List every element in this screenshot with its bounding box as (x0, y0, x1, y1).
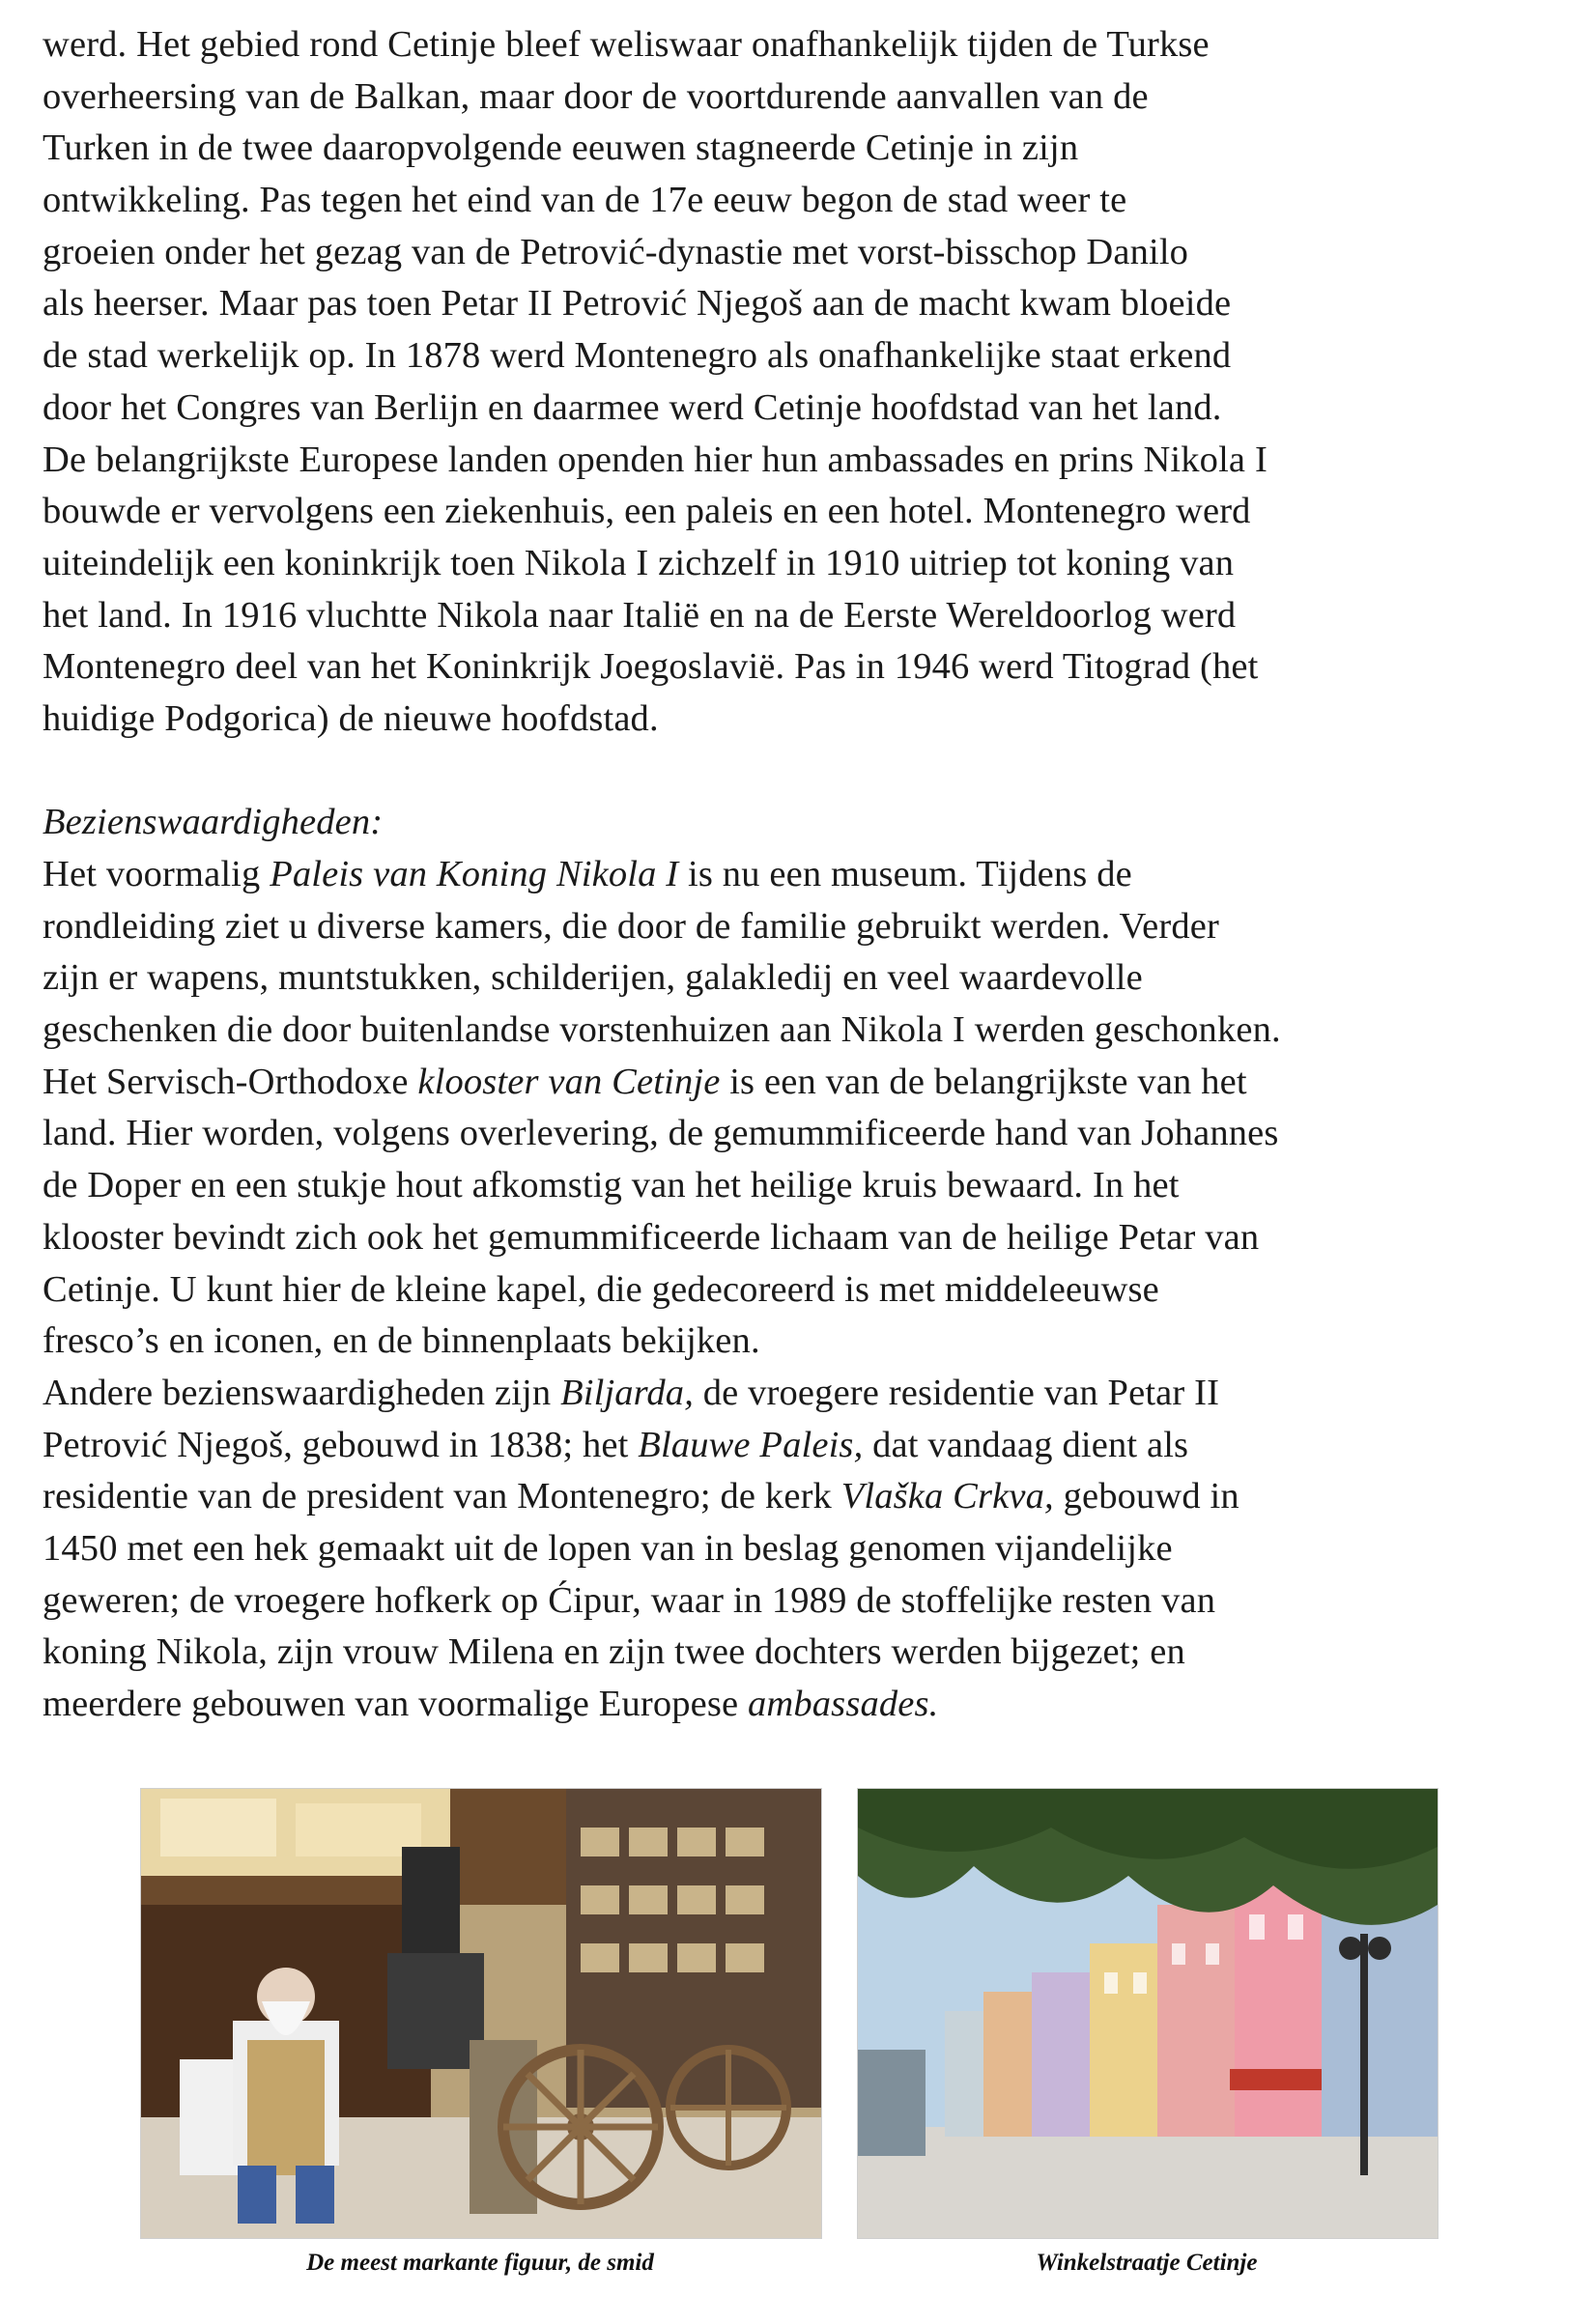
blacksmith-photo (140, 1788, 822, 2239)
text-line: werd. Het gebied rond Cetinje bleef weliswaar onafhankelijk tijden de Turkse (43, 24, 1210, 65)
text-line: geschenken die door buitenlandse vorstenhuizen aan Nikola I werden geschonken. (43, 1009, 1281, 1051)
text-line: De belangrijkste Europese landen openden hier hun ambassades en prins Nikola I (43, 439, 1267, 480)
text-line: door het Congres van Berlijn en daarmee werd Cetinje hoofdstad van het land. (43, 386, 1222, 428)
text-line: meerdere gebouwen van voormalige Europese ambassades. (43, 1684, 939, 1724)
text-line: Petrović Njegoš, gebouwd in 1838; het Blauwe Paleis, dat vandaag dient als (43, 1424, 1189, 1465)
body-text (43, 19, 1521, 1731)
text-line: geweren; de vroegere hofkerk op Ćipur, waar in 1989 de stoffelijke resten van (43, 1579, 1216, 1621)
italic-term: Blauwe Paleis, (638, 1424, 864, 1465)
text-line: het land. In 1916 vluchtte Nikola naar Italië en na de Eerste Wereldoorlog werd (43, 594, 1237, 636)
text-line: land. Hier worden, volgens overlevering, de gemummificeerde hand van Johannes (43, 1113, 1279, 1154)
text-line: Het Servisch-Orthodoxe klooster van Cetinje is een van de belangrijkste van het (43, 1061, 1247, 1102)
italic-term: Biljarda, (560, 1372, 694, 1413)
text-line: rondleiding ziet u diverse kamers, die door de familie gebruikt werden. Verder (43, 905, 1219, 947)
text-line: uiteindelijk een koninkrijk toen Nikola I zichzelf in 1910 uitriep tot koning van (43, 542, 1235, 583)
section-heading: Bezienswaardigheden: (43, 802, 384, 843)
text-line: koning Nikola, zijn vrouw Milena en zijn twee dochters werden bijgezet; en (43, 1631, 1185, 1673)
text-line: bouwde er vervolgens een ziekenhuis, een paleis en een hotel. Montenegro werd (43, 491, 1251, 532)
text-line: Montenegro deel van het Koninkrijk Joegoslavië. Pas in 1946 werd Titograd (het (43, 646, 1259, 688)
text-line: overheersing van de Balkan, maar door de voortdurende aanvallen van de (43, 75, 1149, 117)
italic-term: klooster van Cetinje (417, 1061, 721, 1102)
text-line: ontwikkeling. Pas tegen het eind van de 17e eeuw begon de stad weer te (43, 180, 1127, 221)
street-photo (857, 1788, 1438, 2239)
text-line: de stad werkelijk op. In 1878 werd Montenegro als onafhankelijke staat erkend (43, 335, 1232, 377)
text-line: 1450 met een hek gemaakt uit de lopen van in beslag genomen vijandelijke (43, 1527, 1173, 1569)
italic-term: ambassades. (748, 1684, 939, 1724)
paragraph-gap (43, 746, 1521, 798)
text-line: de Doper en een stukje hout afkomstig van het heilige kruis bewaard. In het (43, 1165, 1180, 1206)
text-line: Andere bezienswaardigheden zijn Biljarda, de vroegere residentie van Petar II (43, 1372, 1220, 1413)
italic-term: Vlaška Crkva, (840, 1476, 1054, 1517)
photo1-caption: De meest markante figuur, de smid (306, 2250, 654, 2276)
text-line: groeien onder het gezag van de Petrović-dynastie met vorst-bisschop Danilo (43, 231, 1189, 272)
history-paragraph (43, 19, 1521, 746)
italic-term: Paleis van Koning Nikola I (270, 854, 679, 894)
text-line: Cetinje. U kunt hier de kleine kapel, die gedecoreerd is met middeleeuwse (43, 1268, 1159, 1310)
text-line: residentie van de president van Montenegro; de kerk Vlaška Crkva, gebouwd in (43, 1476, 1239, 1517)
text-line: klooster bevindt zich ook het gemummificeerde lichaam van de heilige Petar van (43, 1216, 1260, 1258)
text-line: huidige Podgorica) de nieuwe hoofdstad. (43, 697, 659, 739)
text-line: fresco’s en iconen, en de binnenplaats bekijken. (43, 1320, 760, 1362)
text-line: zijn er wapens, muntstukken, schilderijen, galakledij en veel waardevolle (43, 957, 1143, 999)
sights-paragraph (43, 849, 1521, 1731)
text-line: Het voormalig Paleis van Koning Nikola I is nu een museum. Tijdens de (43, 854, 1132, 894)
photo2-caption: Winkelstraatje Cetinje (1036, 2250, 1258, 2276)
text-line: Turken in de twee daaropvolgende eeuwen stagneerde Cetinje in zijn (43, 128, 1079, 169)
text-line: als heerser. Maar pas toen Petar II Petrović Njegoš aan de macht kwam bloeide (43, 283, 1232, 325)
